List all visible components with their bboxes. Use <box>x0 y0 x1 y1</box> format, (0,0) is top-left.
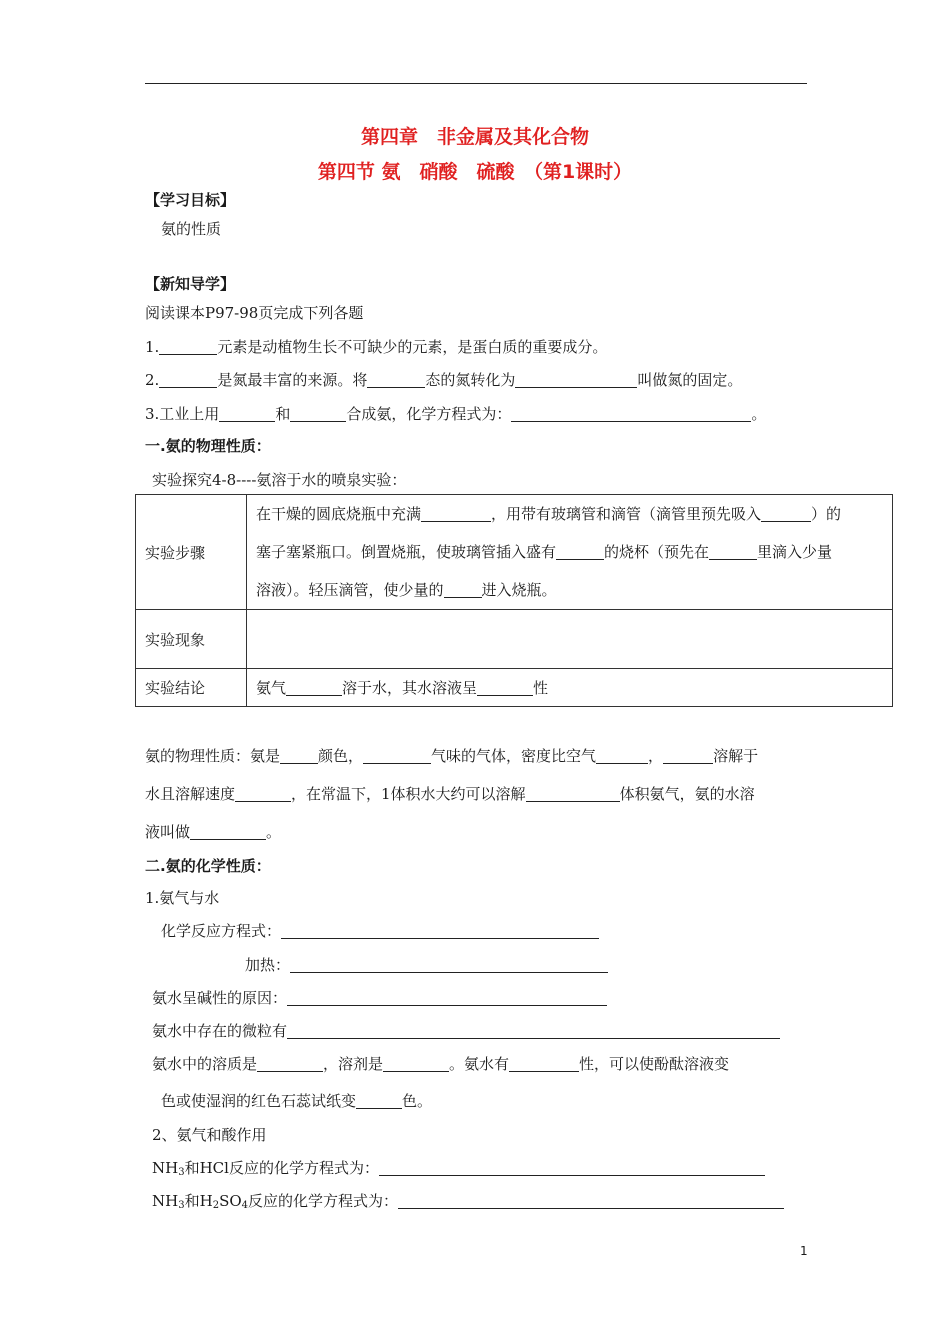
table-row <box>136 669 893 707</box>
blank[interactable] <box>281 922 599 939</box>
table-row <box>136 610 893 669</box>
blank[interactable] <box>367 371 425 388</box>
blank[interactable] <box>421 505 491 522</box>
heating-line: 加热： <box>245 955 608 975</box>
blank[interactable] <box>398 1192 784 1209</box>
blank[interactable] <box>515 371 637 388</box>
blank[interactable] <box>159 338 217 355</box>
question-2: 2. 是氮最丰富的来源。将 态的氮转化为 叫做氮的固定。 <box>145 371 743 389</box>
header-rule <box>145 83 807 84</box>
question-3: 3.工业上用 和 合成氨，化学方程式为： 。 <box>145 405 767 423</box>
phenomenon-content[interactable] <box>247 610 893 669</box>
conclusion-label: 实验结论 <box>136 669 247 707</box>
experiment-table <box>135 494 893 707</box>
physical-heading: 一.氨的物理性质： <box>145 437 271 455</box>
blank[interactable] <box>444 581 482 598</box>
blank[interactable] <box>596 747 648 764</box>
blank[interactable] <box>477 679 533 696</box>
steps-content: 在干燥的圆底烧瓶中充满 ，用带有玻璃管和滴管（滴管里预先吸入 ）的 塞子塞紧瓶口。倒置烧瓶，使玻璃管插入盛有 的烧杯（预先在 里滴入少量 溶液）。轻压滴管，使少量的 进入烧瓶。 <box>247 495 893 610</box>
blank[interactable] <box>383 1055 449 1072</box>
h2so4-reaction-line: $NH_3$和$H_2SO_4$反应的化学方程式为： <box>152 1191 784 1211</box>
blank[interactable] <box>257 1055 323 1072</box>
physical-paragraph-line-2: 水且溶解速度 ，在常温下，1体积水大约可以溶解 体积氨气，氨的水溶 <box>145 785 755 803</box>
page-number: 1 <box>800 1244 808 1258</box>
blank[interactable] <box>286 679 342 696</box>
guide-intro: 阅读课本P97-98页完成下列各题 <box>145 304 364 322</box>
chemical-subsection-1: 1.氨气与水 <box>145 889 220 907</box>
blank[interactable] <box>290 405 346 422</box>
blank[interactable] <box>511 405 751 422</box>
color-change-line: 色或使湿润的红色石蕊试纸变 色。 <box>161 1092 433 1110</box>
blank[interactable] <box>379 1159 765 1176</box>
blank[interactable] <box>290 956 608 973</box>
guide-heading: 【新知导学】 <box>145 275 236 293</box>
blank[interactable] <box>235 785 291 802</box>
blank[interactable] <box>190 823 266 840</box>
particles-line: 氨水中存在的微粒有 <box>152 1021 780 1041</box>
blank[interactable] <box>287 989 607 1006</box>
objectives-heading: 【学习目标】 <box>145 191 236 209</box>
chapter-title: 第四章 非金属及其化合物 <box>360 126 589 148</box>
objective-item: 氨的性质 <box>161 220 222 238</box>
chemical-heading: 二.氨的化学性质： <box>145 857 271 875</box>
question-1: 1. 元素是动植物生长不可缺少的元素，是蛋白质的重要成分。 <box>145 338 608 356</box>
hcl-reaction-line: $NH_3$和HCl反应的化学方程式为： <box>152 1158 765 1178</box>
experiment-intro: 实验探究4-8----氨溶于水的喷泉实验： <box>152 471 407 489</box>
phenomenon-label: 实验现象 <box>136 610 247 669</box>
blank[interactable] <box>280 747 318 764</box>
blank[interactable] <box>663 747 713 764</box>
conclusion-content: 氨气 溶于水，其水溶液呈 性 <box>247 669 893 707</box>
table-row <box>136 495 893 610</box>
blank[interactable] <box>363 747 431 764</box>
blank[interactable] <box>356 1092 402 1109</box>
blank[interactable] <box>219 405 275 422</box>
blank[interactable] <box>159 371 217 388</box>
solute-line: 氨水中的溶质是 ，溶剂是 。氨水有 性，可以使酚酞溶液变 <box>152 1055 730 1073</box>
blank[interactable] <box>287 1022 780 1039</box>
blank[interactable] <box>709 543 757 560</box>
section-title: 第四节 氨 硝酸 硫酸 （第1课时） <box>317 161 633 183</box>
basic-reason-line: 氨水呈碱性的原因： <box>152 988 607 1008</box>
steps-label: 实验步骤 <box>136 495 247 610</box>
reaction-equation-line: 化学反应方程式： <box>161 921 599 941</box>
blank[interactable] <box>761 505 811 522</box>
chemical-subsection-2: 2、氨气和酸作用 <box>152 1126 267 1144</box>
physical-paragraph-line-3: 液叫做 。 <box>145 823 282 841</box>
blank[interactable] <box>556 543 604 560</box>
blank[interactable] <box>509 1055 579 1072</box>
blank[interactable] <box>526 785 620 802</box>
physical-paragraph-line-1: 氨的物理性质：氨是 颜色， 气味的气体，密度比空气 ， 溶解于 <box>145 747 759 765</box>
